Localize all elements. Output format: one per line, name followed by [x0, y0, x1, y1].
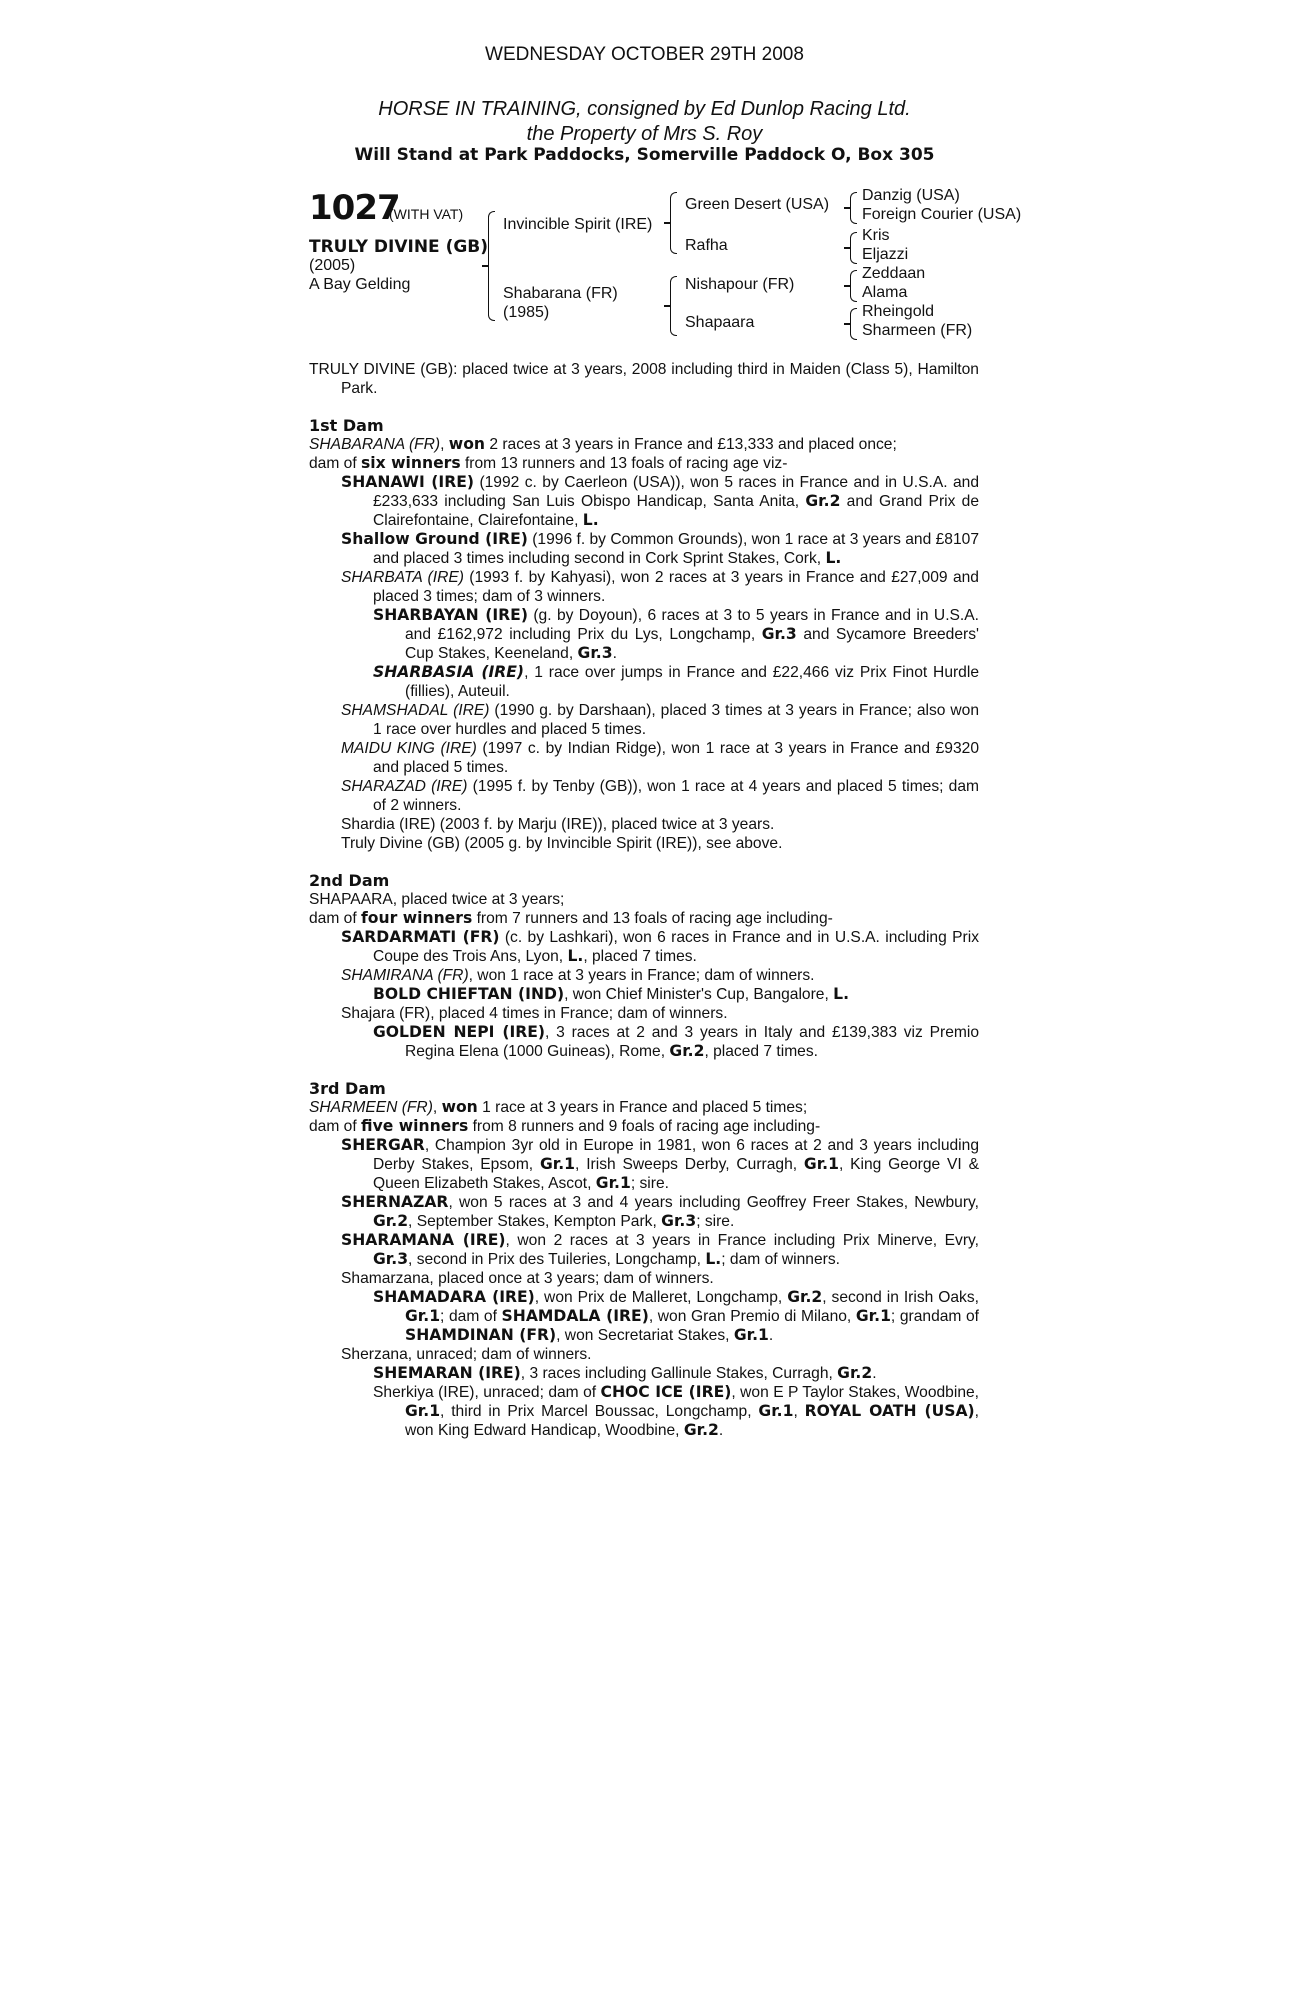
- horse-description: A Bay Gelding: [309, 276, 411, 293]
- third-dam-produce: dam of five winners from 8 runners and 9 foals of racing age including-: [309, 1117, 821, 1135]
- second-dam-produce: dam of four winners from 7 runners and 13 foals of racing age including-: [309, 909, 833, 927]
- horse-summary: TRULY DIVINE (GB): placed twice at 3 years, 2008 including third in Maiden (Class 5), Hamilton Park.: [309, 361, 979, 397]
- catalogue-body: [309, 360, 979, 1440]
- progeny-entry: SHERNAZAR, won 5 races at 3 and 4 years including Geoffrey Freer Stakes, Newbury, Gr.2, September Stakes, Kempton Park, Gr.3; sire.: [341, 1193, 979, 1230]
- progeny-entry: Shajara (FR), placed 4 times in France; dam of winners.: [341, 1005, 728, 1022]
- progeny-entry: Sherzana, unraced; dam of winners.: [341, 1346, 592, 1363]
- progeny-entry: Shamarzana, placed once at 3 years; dam of winners.: [341, 1270, 714, 1287]
- pedigree-brace-g2: [850, 232, 857, 264]
- vat-note: (WITH VAT): [389, 206, 464, 222]
- progeny-entry: Truly Divine (GB) (2005 g. by Invincible Spirit (IRE)), see above.: [341, 835, 783, 852]
- progeny-entry: SHAMSHADAL (IRE) (1990 g. by Darshaan), placed 3 times at 3 years in France; also won 1 race over hurdles and placed 5 times.: [341, 702, 979, 738]
- lot-number: 1027: [309, 188, 400, 228]
- pedigree-sire-dam: Rafha: [685, 237, 728, 254]
- progeny-entry: SHEMARAN (IRE), 3 races including Gallinule Stakes, Curragh, Gr.2.: [373, 1364, 877, 1382]
- sale-date: WEDNESDAY OCTOBER 29TH 2008: [485, 44, 804, 65]
- progeny-entry: SHARBASIA (IRE), 1 race over jumps in France and £22,466 viz Prix Finot Hurdle (fillies), Auteuil.: [373, 663, 979, 700]
- horse-name: TRULY DIVINE (GB): [309, 237, 489, 257]
- property-line: the Property of Mrs S. Roy: [526, 123, 763, 145]
- pedigree-dam-dam: Shapaara: [685, 314, 755, 331]
- third-dam-heading: 3rd Dam: [309, 1079, 386, 1098]
- pedigree-dam-sire: Nishapour (FR): [685, 276, 795, 293]
- pedigree-brace-g3: [850, 270, 857, 302]
- progeny-entry: SHARBATA (IRE) (1993 f. by Kahyasi), won 2 races at 3 years in France and £27,009 and placed 3 times; dam of 3 winners.: [341, 569, 979, 605]
- pedigree-g5: Zeddaan: [862, 265, 926, 282]
- progeny-entry: SHAMIRANA (FR), won 1 race at 3 years in France; dam of winners.: [341, 967, 815, 984]
- progeny-entry: Sherkiya (IRE), unraced; dam of CHOC ICE (IRE), won E P Taylor Stakes, Woodbine, Gr.1, third in Prix Marcel Boussac, Longchamp, Gr.1, ROYAL OATH (USA), won King Edward Handicap, Woodbine, Gr.2.: [373, 1383, 980, 1439]
- consignment-line: HORSE IN TRAINING, consigned by Ed Dunlop Racing Ltd.: [378, 98, 911, 120]
- progeny-entry: SHARAMANA (IRE), won 2 races at 3 years in France including Prix Minerve, Evry, Gr.3, second in Prix des Tuileries, Longchamp, L.; dam of winners.: [341, 1231, 980, 1268]
- pedigree-g2: Foreign Courier (USA): [862, 206, 1022, 223]
- pedigree-sire: Invincible Spirit (IRE): [503, 216, 653, 233]
- progeny-entry: MAIDU KING (IRE) (1997 c. by Indian Ridge), won 1 race at 3 years in France and £9320 and placed 5 times.: [341, 740, 979, 776]
- progeny-entry: Shallow Ground (IRE) (1996 f. by Common Grounds), won 1 race at 3 years and £8107 and placed 3 times including second in Cork Sprint Stakes, Cork, L.: [341, 530, 980, 567]
- pedigree-dam: Shabarana (FR): [503, 285, 618, 302]
- progeny-entry: SHARBAYAN (IRE) (g. by Doyoun), 6 races at 3 to 5 years in France and in U.S.A. and £162,972 including Prix du Lys, Longchamp, Gr.3 and Sycamore Breeders' Cup Stakes, Keeneland, Gr.3.: [373, 606, 979, 662]
- pedigree-brace-g1: [850, 192, 857, 224]
- pedigree-g4: Eljazzi: [862, 246, 909, 263]
- stand-line: Will Stand at Park Paddocks, Somerville Paddock O, Box 305: [354, 145, 935, 165]
- first-dam-produce: dam of six winners from 13 runners and 13 foals of racing age viz-: [309, 454, 788, 472]
- first-dam-heading: 1st Dam: [309, 416, 384, 435]
- pedigree-sire-sire: Green Desert (USA): [685, 196, 830, 213]
- pedigree-g6: Alama: [862, 284, 908, 301]
- progeny-entry: SHERGAR, Champion 3yr old in Europe in 1981, won 6 races at 2 and 3 years including Derby Stakes, Epsom, Gr.1, Irish Sweeps Derby, Curragh, Gr.1, King George VI & Queen Elizabeth Stakes, Ascot, Gr.1; sire.: [341, 1136, 979, 1192]
- progeny-entry: SHANAWI (IRE) (1992 c. by Caerleon (USA)), won 5 races in France and in U.S.A. and £233,633 including San Luis Obispo Handicap, Santa Anita, Gr.2 and Grand Prix de Clairefontaine, Clairefontaine, L.: [341, 473, 980, 529]
- pedigree-brace-sire: [670, 192, 677, 254]
- pedigree-g3: Kris: [862, 227, 890, 244]
- second-dam-heading: 2nd Dam: [309, 871, 390, 890]
- pedigree-dam-year: (1985): [503, 304, 550, 321]
- progeny-entry: GOLDEN NEPI (IRE), 3 races at 2 and 3 years in Italy and £139,383 viz Premio Regina Elena (1000 Guineas), Rome, Gr.2, placed 7 times.: [373, 1023, 979, 1060]
- progeny-entry: SHAMADARA (IRE), won Prix de Malleret, Longchamp, Gr.2, second in Irish Oaks, Gr.1; dam of SHAMDALA (IRE), won Gran Premio di Milano, Gr.1; grandam of SHAMDINAN (FR), won Secretariat Stakes, Gr.1.: [373, 1288, 980, 1344]
- first-dam-line: SHABARANA (FR), won 2 races at 3 years in France and £13,333 and placed once;: [309, 435, 897, 453]
- pedigree-g7: Rheingold: [862, 303, 935, 320]
- progeny-entry: SHARAZAD (IRE) (1995 f. by Tenby (GB)), won 1 race at 4 years and placed 5 times; dam of 2 winners.: [341, 778, 979, 814]
- pedigree-g1: Danzig (USA): [862, 187, 960, 204]
- second-dam-line: SHAPAARA, placed twice at 3 years;: [309, 891, 565, 908]
- pedigree-brace-g4: [850, 308, 857, 340]
- pedigree-g8: Sharmeen (FR): [862, 322, 973, 339]
- progeny-entry: Shardia (IRE) (2003 f. by Marju (IRE)), placed twice at 3 years.: [341, 816, 775, 833]
- pedigree-brace-dam: [670, 276, 677, 336]
- pedigree-brace-main: [488, 211, 495, 321]
- progeny-entry: SARDARMATI (FR) (c. by Lashkari), won 6 races in France and in U.S.A. including Prix Coupe des Trois Ans, Lyon, L., placed 7 times.: [341, 928, 979, 965]
- horse-year: (2005): [309, 257, 356, 274]
- progeny-entry: BOLD CHIEFTAN (IND), won Chief Minister's Cup, Bangalore, L.: [373, 985, 850, 1003]
- third-dam-line: SHARMEEN (FR), won 1 race at 3 years in France and placed 5 times;: [309, 1098, 808, 1116]
